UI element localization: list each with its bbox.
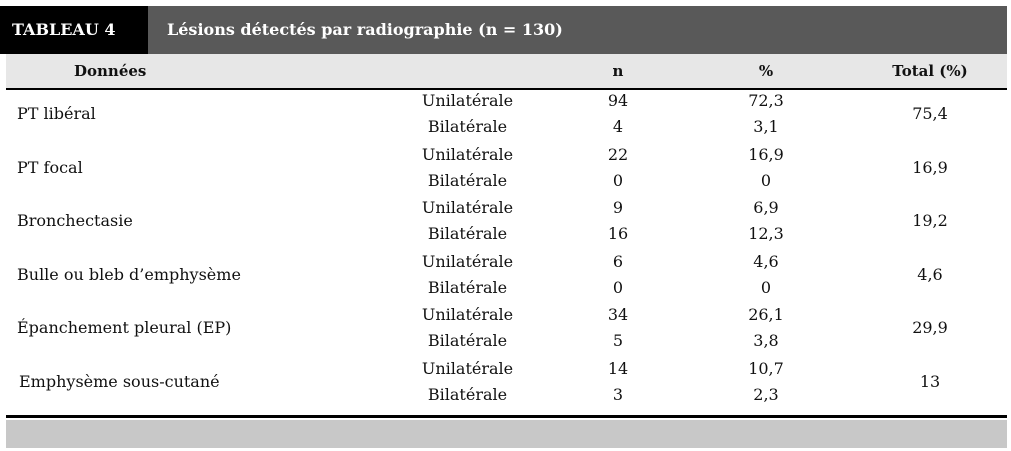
- row-side: Bilatérale: [427, 224, 508, 243]
- row-total: 16,9: [912, 157, 948, 177]
- row-total: 75,4: [912, 104, 948, 123]
- table-bottom-rule: [6, 415, 1007, 418]
- row-side: Bilatérale: [427, 277, 508, 297]
- row-n: 0: [612, 277, 624, 297]
- footer-band: [6, 420, 1007, 448]
- row-pct: 3,1: [753, 117, 779, 136]
- row-pct: 26,1: [748, 305, 784, 324]
- row-n: 94: [607, 91, 629, 110]
- row-n: 0: [612, 170, 624, 190]
- row-pct: 12,3: [748, 224, 784, 243]
- row-pct: 2,3: [753, 384, 779, 404]
- row-pct: 0: [760, 277, 772, 297]
- row-pct: 6,9: [753, 198, 779, 217]
- row-label: PT focal: [17, 157, 83, 177]
- row-pct: 72,3: [748, 91, 784, 110]
- row-n: 16: [607, 224, 629, 243]
- row-label: Bronchectasie: [17, 211, 133, 230]
- row-n: 6: [612, 251, 624, 271]
- header-n: n: [612, 62, 624, 80]
- row-n: 9: [612, 198, 624, 217]
- row-label: PT libéral: [17, 104, 96, 123]
- row-side: Bilatérale: [427, 170, 508, 190]
- row-n: 5: [612, 331, 624, 350]
- row-pct: 4,6: [753, 251, 779, 271]
- row-side: Unilatérale: [421, 144, 514, 164]
- row-n: 22: [607, 144, 629, 164]
- row-label: Emphysème sous-cutané: [19, 371, 220, 391]
- row-n: 4: [612, 117, 624, 136]
- row-side: Bilatérale: [427, 331, 508, 350]
- row-n: 34: [607, 305, 629, 324]
- row-n: 3: [612, 384, 624, 404]
- row-pct: 0: [760, 170, 772, 190]
- row-side: Unilatérale: [421, 198, 514, 217]
- row-side: Unilatérale: [421, 91, 514, 110]
- row-label: Épanchement pleural (EP): [17, 318, 232, 337]
- row-label: Bulle ou bleb d’emphysème: [17, 264, 241, 284]
- header-data: Données: [74, 62, 147, 80]
- table-title: Lésions détectés par radiographie (n = 130): [167, 20, 563, 39]
- row-side: Unilatérale: [421, 358, 514, 378]
- row-pct: 10,7: [748, 358, 784, 378]
- row-side: Bilatérale: [427, 384, 508, 404]
- header-pct: %: [758, 62, 774, 80]
- row-pct: 16,9: [748, 144, 784, 164]
- header-row: [6, 54, 1007, 90]
- row-side: Unilatérale: [421, 305, 514, 324]
- row-pct: 3,8: [753, 331, 779, 350]
- table-tag: TABLEAU 4: [0, 6, 148, 54]
- row-side: Bilatérale: [427, 117, 508, 136]
- row-total: 13: [919, 371, 941, 391]
- row-total: 19,2: [912, 211, 948, 230]
- row-total: 29,9: [912, 318, 948, 337]
- row-total: 4,6: [917, 264, 943, 284]
- row-n: 14: [607, 358, 629, 378]
- header-total: Total (%): [892, 62, 968, 80]
- row-side: Unilatérale: [421, 251, 514, 271]
